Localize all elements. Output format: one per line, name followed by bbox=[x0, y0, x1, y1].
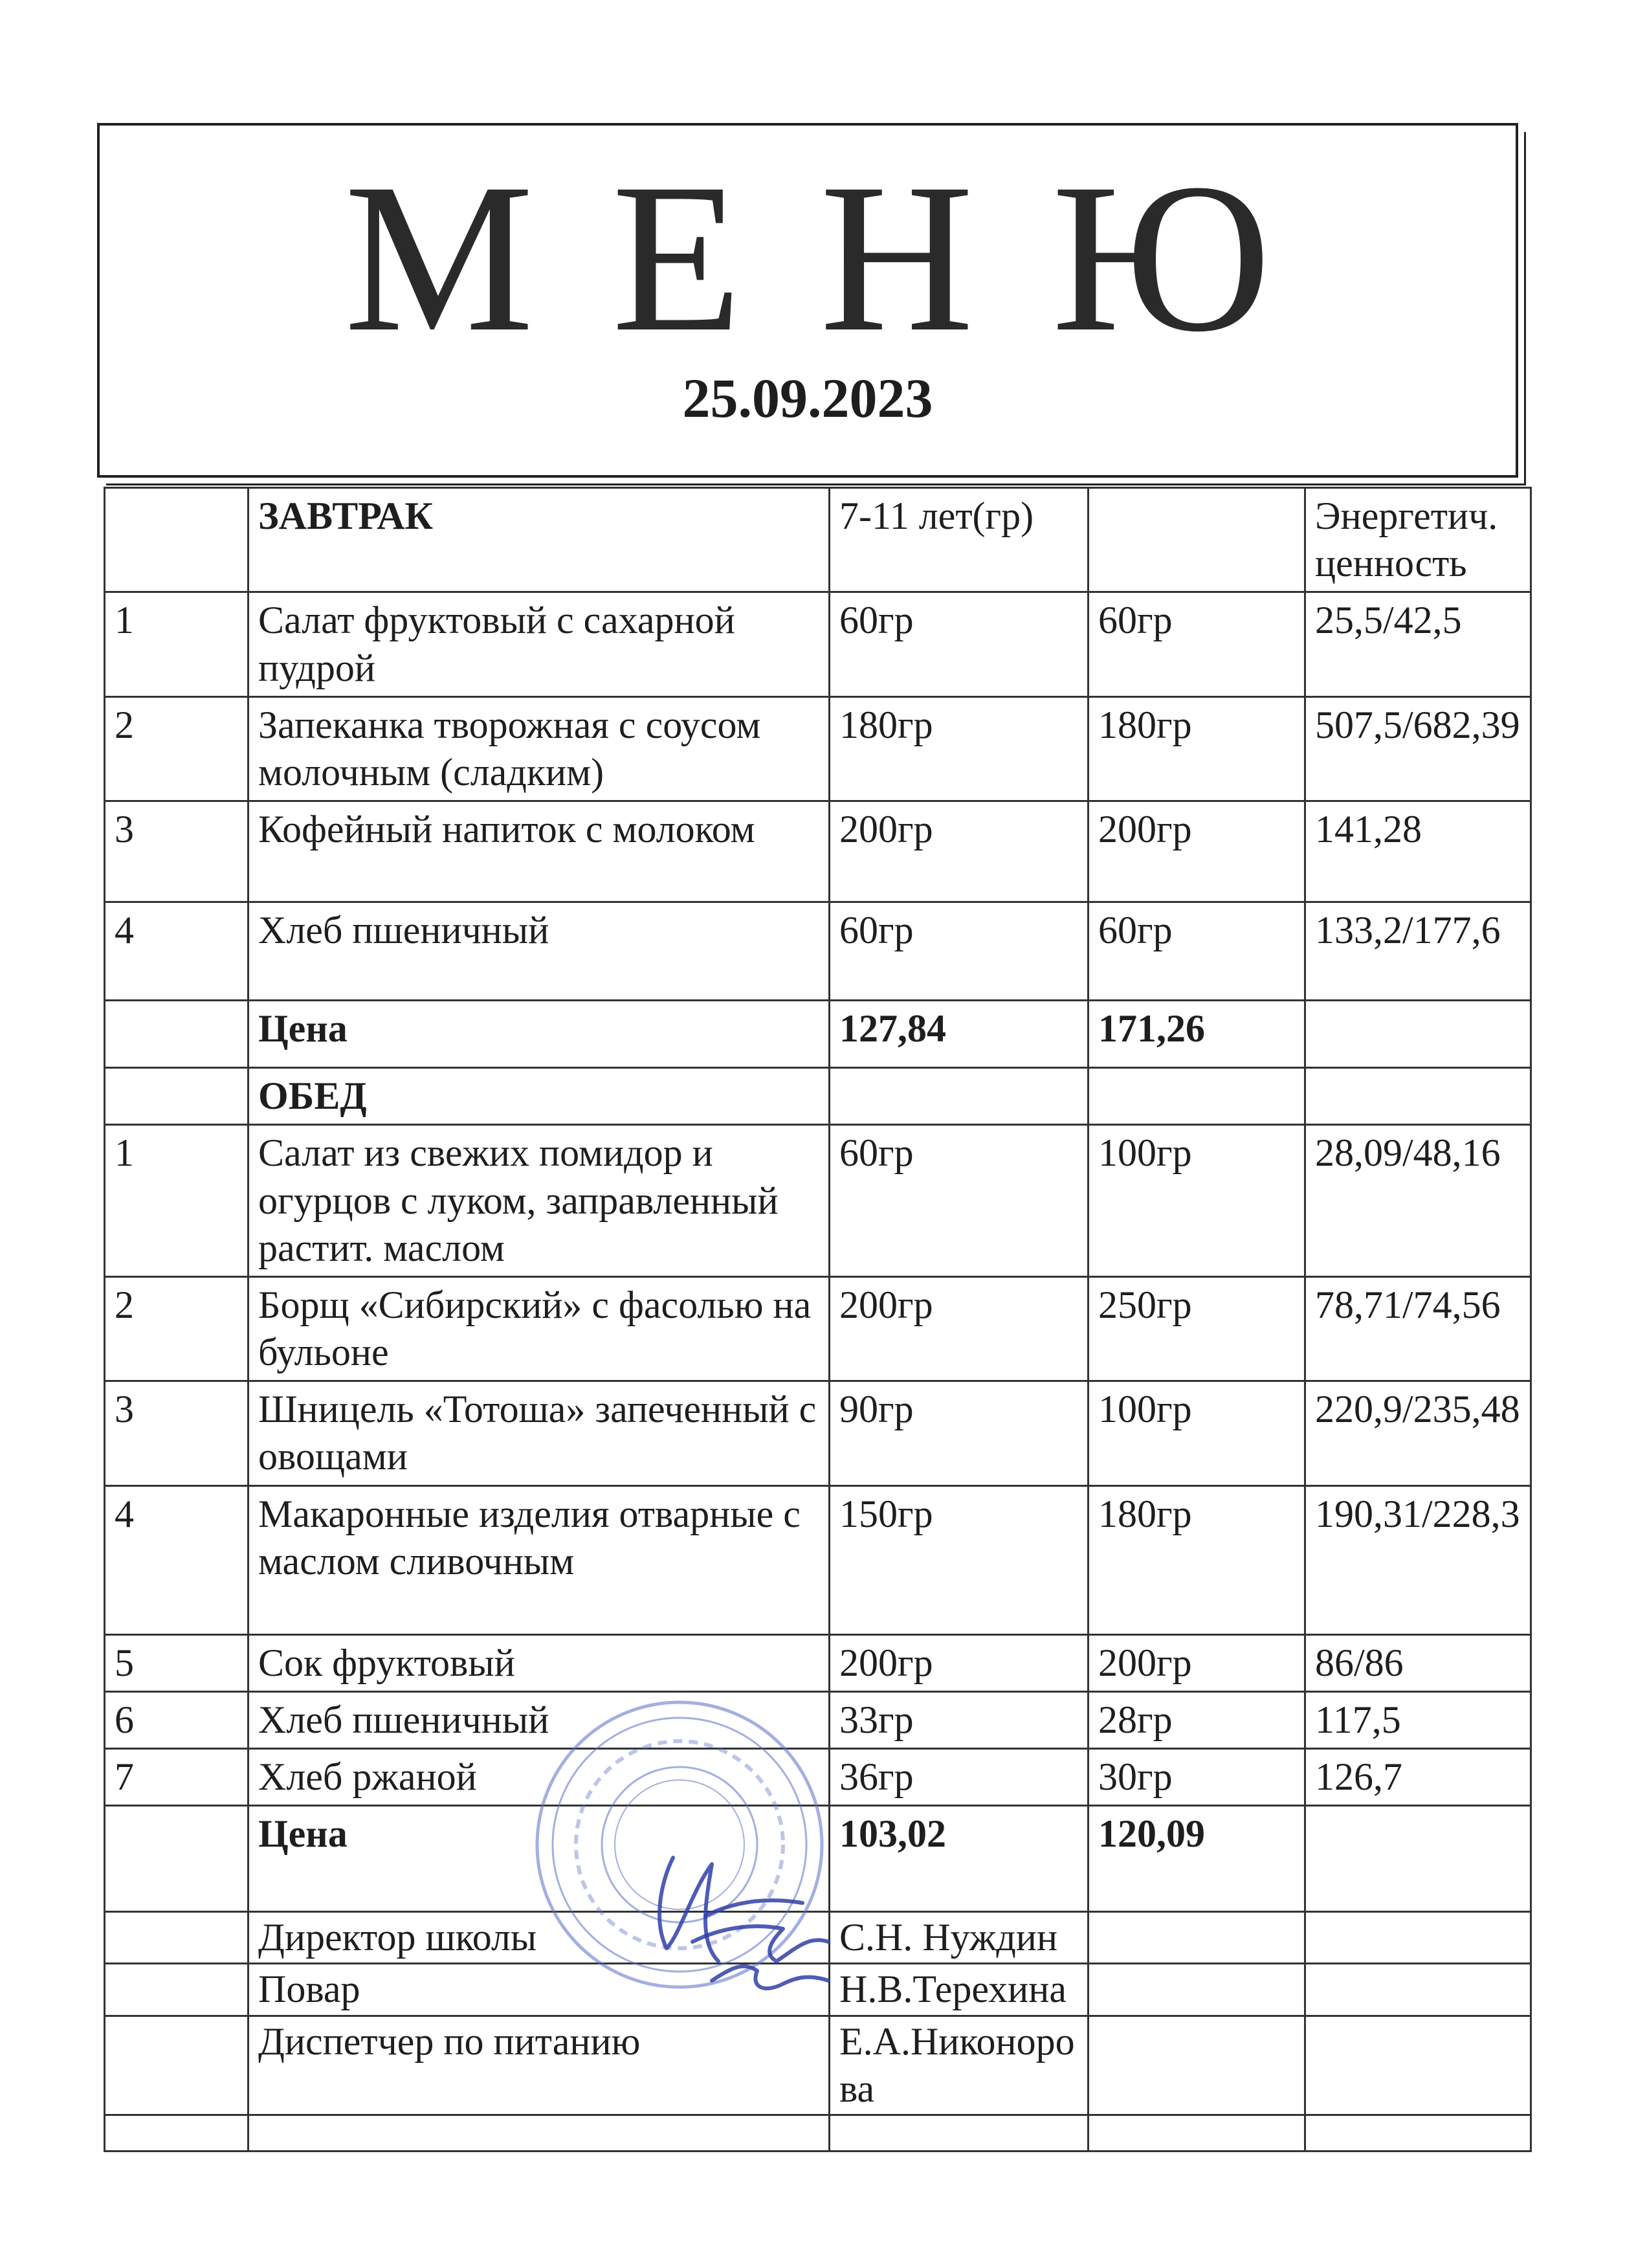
energy-value: 117,5 bbox=[1305, 1691, 1531, 1748]
dish-name: Кофейный напиток с молоком bbox=[249, 801, 830, 902]
portion-1: 33гр bbox=[830, 1691, 1089, 1748]
lunch-price-1: 103,02 bbox=[830, 1806, 1089, 1912]
portion-2: 250гр bbox=[1089, 1276, 1305, 1381]
dish-name: Шницель «Тотоша» запеченный с овощами bbox=[249, 1381, 830, 1485]
signature-row bbox=[105, 1964, 1531, 2016]
table-header-row bbox=[105, 488, 1531, 592]
menu-table bbox=[104, 487, 1532, 2152]
portion-1: 200гр bbox=[830, 801, 1089, 902]
energy-value: 28,09/48,16 bbox=[1305, 1125, 1531, 1277]
row-number: 2 bbox=[105, 1276, 249, 1381]
portion-1: 90гр bbox=[830, 1381, 1089, 1485]
row-number: 1 bbox=[105, 1125, 249, 1277]
lunch-section-row bbox=[105, 1068, 1531, 1125]
dish-name: Хлеб пшеничный bbox=[249, 902, 830, 1001]
signature-role: Повар bbox=[249, 1964, 830, 2016]
row-number: 7 bbox=[105, 1749, 249, 1806]
table-row bbox=[105, 1749, 1531, 1806]
empty-row bbox=[105, 2115, 1531, 2151]
signature-role: Диспетчер по питанию bbox=[249, 2016, 830, 2115]
dish-name: Запеканка творожная с соусом молочным (сладким) bbox=[249, 696, 830, 801]
breakfast-label: ЗАВТРАК bbox=[249, 488, 830, 592]
energy-value: 190,31/228,3 bbox=[1305, 1485, 1531, 1634]
row-number: 4 bbox=[105, 902, 249, 1001]
table-row bbox=[105, 801, 1531, 902]
row-number: 1 bbox=[105, 592, 249, 696]
signature-person: С.Н. Нуждин bbox=[830, 1912, 1089, 1964]
portion-1: 60гр bbox=[830, 1125, 1089, 1277]
dish-name: Салат из свежих помидор и огурцов с луком, заправленный растит. маслом bbox=[249, 1125, 830, 1277]
lunch-price-2: 120,09 bbox=[1089, 1806, 1305, 1912]
table-row bbox=[105, 1485, 1531, 1634]
energy-value: 133,2/177,6 bbox=[1305, 902, 1531, 1001]
energy-value: 141,28 bbox=[1305, 801, 1531, 902]
row-number: 2 bbox=[105, 696, 249, 801]
signature-row bbox=[105, 1912, 1531, 1964]
table-row bbox=[105, 696, 1531, 801]
breakfast-price-label: Цена bbox=[249, 1001, 830, 1068]
row-number: 3 bbox=[105, 1381, 249, 1485]
energy-value: 126,7 bbox=[1305, 1749, 1531, 1806]
portion-2: 100гр bbox=[1089, 1381, 1305, 1485]
portion-2: 28гр bbox=[1089, 1691, 1305, 1748]
table-row bbox=[105, 902, 1531, 1001]
energy-value: 25,5/42,5 bbox=[1305, 592, 1531, 696]
dish-name: Хлеб пшеничный bbox=[249, 1691, 830, 1748]
dish-name: Хлеб ржаной bbox=[249, 1749, 830, 1806]
menu-date: 25.09.2023 bbox=[682, 367, 933, 429]
age-column-header: 7-11 лет(гр) bbox=[830, 488, 1089, 592]
portion-1: 200гр bbox=[830, 1634, 1089, 1691]
table-row bbox=[105, 592, 1531, 696]
energy-value: 78,71/74,56 bbox=[1305, 1276, 1531, 1381]
portion-2: 60гр bbox=[1089, 902, 1305, 1001]
table-row bbox=[105, 1125, 1531, 1277]
portion-2: 100гр bbox=[1089, 1125, 1305, 1277]
table-row bbox=[105, 1276, 1531, 1381]
row-number: 4 bbox=[105, 1485, 249, 1634]
signature-person: Е.А.Никонорова bbox=[830, 2016, 1089, 2115]
signature-row bbox=[105, 2016, 1531, 2115]
row-number: 6 bbox=[105, 1691, 249, 1748]
row-number: 3 bbox=[105, 801, 249, 902]
portion-2: 180гр bbox=[1089, 1485, 1305, 1634]
dish-name: Сок фруктовый bbox=[249, 1634, 830, 1691]
portion-1: 180гр bbox=[830, 696, 1089, 801]
lunch-price-row bbox=[105, 1806, 1531, 1912]
energy-value: 86/86 bbox=[1305, 1634, 1531, 1691]
dish-name: Салат фруктовый с сахарной пудрой bbox=[249, 592, 830, 696]
menu-header bbox=[97, 123, 1518, 478]
portion-2: 60гр bbox=[1089, 592, 1305, 696]
signature-role: Директор школы bbox=[249, 1912, 830, 1964]
energy-value: 507,5/682,39 bbox=[1305, 696, 1531, 801]
portion-1: 200гр bbox=[830, 1276, 1089, 1381]
table-row bbox=[105, 1381, 1531, 1485]
table-row bbox=[105, 1634, 1531, 1691]
portion-2: 30гр bbox=[1089, 1749, 1305, 1806]
portion-2: 200гр bbox=[1089, 1634, 1305, 1691]
energy-column-header: Энергетич. ценность bbox=[1305, 488, 1531, 592]
breakfast-price-row bbox=[105, 1001, 1531, 1068]
breakfast-price-2: 171,26 bbox=[1089, 1001, 1305, 1068]
lunch-price-label: Цена bbox=[249, 1806, 830, 1912]
breakfast-price-1: 127,84 bbox=[830, 1001, 1089, 1068]
lunch-label: ОБЕД bbox=[249, 1068, 830, 1125]
energy-value: 220,9/235,48 bbox=[1305, 1381, 1531, 1485]
row-number: 5 bbox=[105, 1634, 249, 1691]
signature-person: Н.В.Терехина bbox=[830, 1964, 1089, 2016]
portion-1: 36гр bbox=[830, 1749, 1089, 1806]
portion-1: 60гр bbox=[830, 592, 1089, 696]
portion-2: 200гр bbox=[1089, 801, 1305, 902]
table-row bbox=[105, 1691, 1531, 1748]
portion-2: 180гр bbox=[1089, 696, 1305, 801]
dish-name: Борщ «Сибирский» с фасолью на бульоне bbox=[249, 1276, 830, 1381]
dish-name: Макаронные изделия отварные с маслом сливочным bbox=[249, 1485, 830, 1634]
menu-title: МЕНЮ bbox=[344, 140, 1349, 376]
portion-1: 150гр bbox=[830, 1485, 1089, 1634]
portion-1: 60гр bbox=[830, 902, 1089, 1001]
